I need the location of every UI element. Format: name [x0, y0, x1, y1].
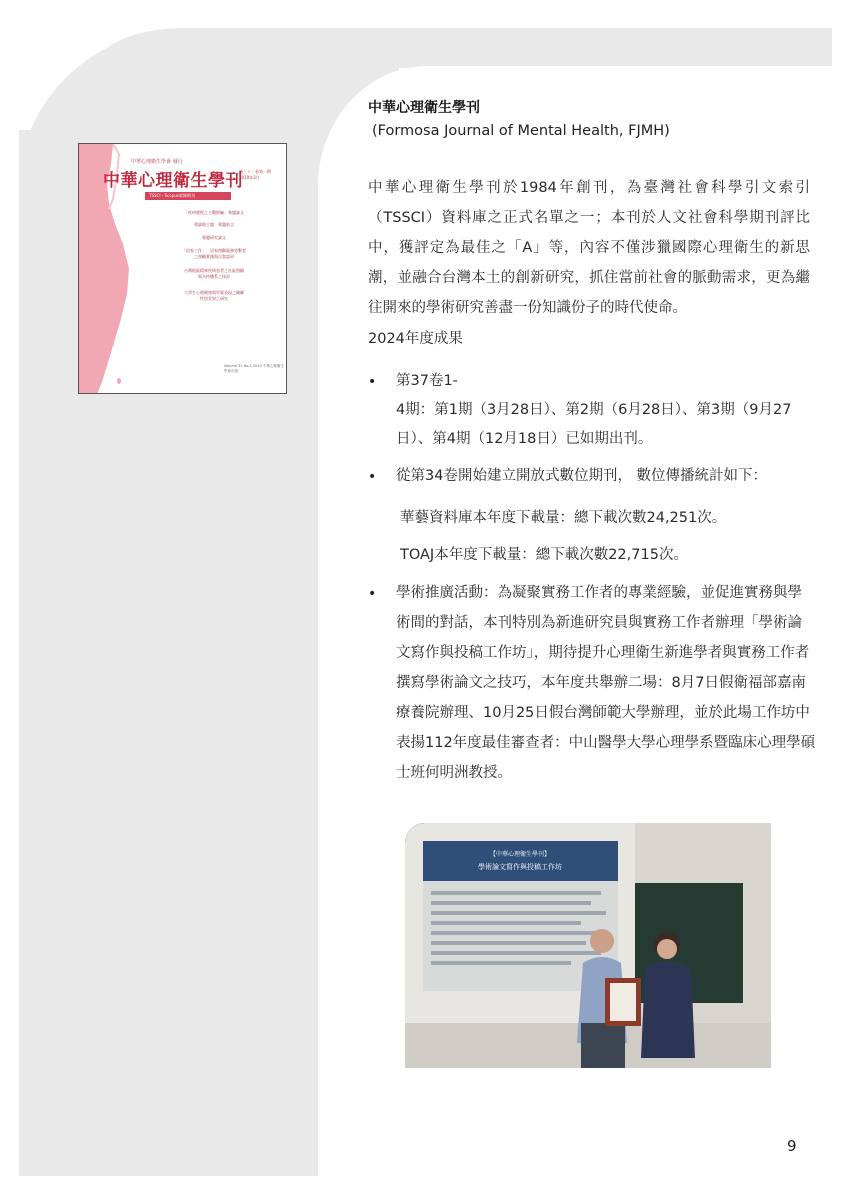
cover-text-line: 「回家工作」：居家照顧服務勞動者 [182, 248, 246, 253]
bullet-issues-line1: 第37卷1- [396, 373, 458, 389]
journal-cover-image [78, 143, 287, 394]
decorative-band [95, 28, 832, 68]
stat-airiti-downloads: 華藝資料庫本年度下載量：總下載次數24,251次。 [400, 510, 727, 526]
cover-title: 中華心理衛生學刊 [103, 171, 243, 191]
section-heading: 2024年度成果 [368, 331, 463, 347]
bullet-marker: • [368, 586, 377, 602]
page-subtitle: (Formosa Journal of Mental Health, FJMH) [372, 123, 670, 139]
cover-text-line: 與支持體系之探討 [198, 274, 230, 279]
bullet-issues-text: 4期：第1期（3月28日）、第2期（6月28日）、第3期（9月27日）、第4期（12月18日）已如期出刊。 [396, 402, 792, 447]
bullet-marker: • [368, 374, 377, 390]
screen-title-2: 學術論文寫作與投稿工作坊 [478, 863, 562, 871]
cover-footer: Volume 32 No.1 2019 中華心理衛生學會出版 [224, 364, 284, 373]
bullet-digital-text: 從第34卷開始建立開放式數位期刊， 數位傳播統計如下： [396, 468, 768, 484]
cover-text-line: 之照顧實踐與自我認同 [194, 254, 234, 259]
cover-text-line: 台灣地區精神疾病患者之社區照顧 [184, 268, 244, 273]
cover-text-line: 導論與主題 專題前言 [194, 222, 234, 227]
screen-title-1: 【中華心理衛生學刊】 [489, 851, 551, 858]
bullet-marker: • [368, 469, 377, 485]
cover-header: 中華心理衛生學會 發行 [131, 159, 183, 165]
cover-text-line: 大學生心理健康與學業表現之關聯 [184, 290, 244, 295]
workshop-photo-graphic [405, 823, 771, 1068]
cover-volume: 第三十二卷第一期 2019年3月 [239, 169, 271, 180]
cover-text-line: 「疾病歷程之主觀經驗」專題論文 [184, 210, 244, 215]
intro-paragraph: 中華心理衛生學刊於1984年創刊，為臺灣社會科學引文索引（TSSCI）資料庫之正式名單之一；本刊於人文社會科學期刊評比中，獲評定為最佳之「A」等，內容不僅涉獵國際心理衛生的新思潮，並融合台灣本土的創新研究，抓住當前社會的脈動需求，更為繼往開來的學術研究善盡一份知識份子的時代使命。 [368, 180, 810, 316]
cover-banner: TSSCI・Scopus收錄期刊 [145, 192, 231, 200]
page-title: 中華心理衛生學刊 [368, 100, 480, 116]
bullet-workshop-text: 學術推廣活動：為凝聚實務工作者的專業經驗，並促進實務與學術間的對話，本刊特別為新進研究員與實務工作者辦理「學術論文寫作與投稿工作坊」，期待提升心理衛生新進學者與實務工作者撰寫學術論文之技巧，本年度共舉辦二場：8月7日假衛福部嘉南療養院辦理、10月25日假台灣師範大學辦理，並於此場工作坊中表揚112年度最佳審查者：中山醫學大學心理學系暨臨床心理學碩士班何明洲教授。 [396, 585, 816, 781]
page-number: 9 [787, 1137, 797, 1155]
stat-toaj-downloads: TOAJ本年度下載量：總下載次數22,715次。 [400, 547, 688, 563]
cover-text-line: 性別差異之研究 [200, 296, 228, 301]
workshop-photo [405, 823, 771, 1068]
cover-text-line: 專題研究論文 [202, 235, 226, 240]
